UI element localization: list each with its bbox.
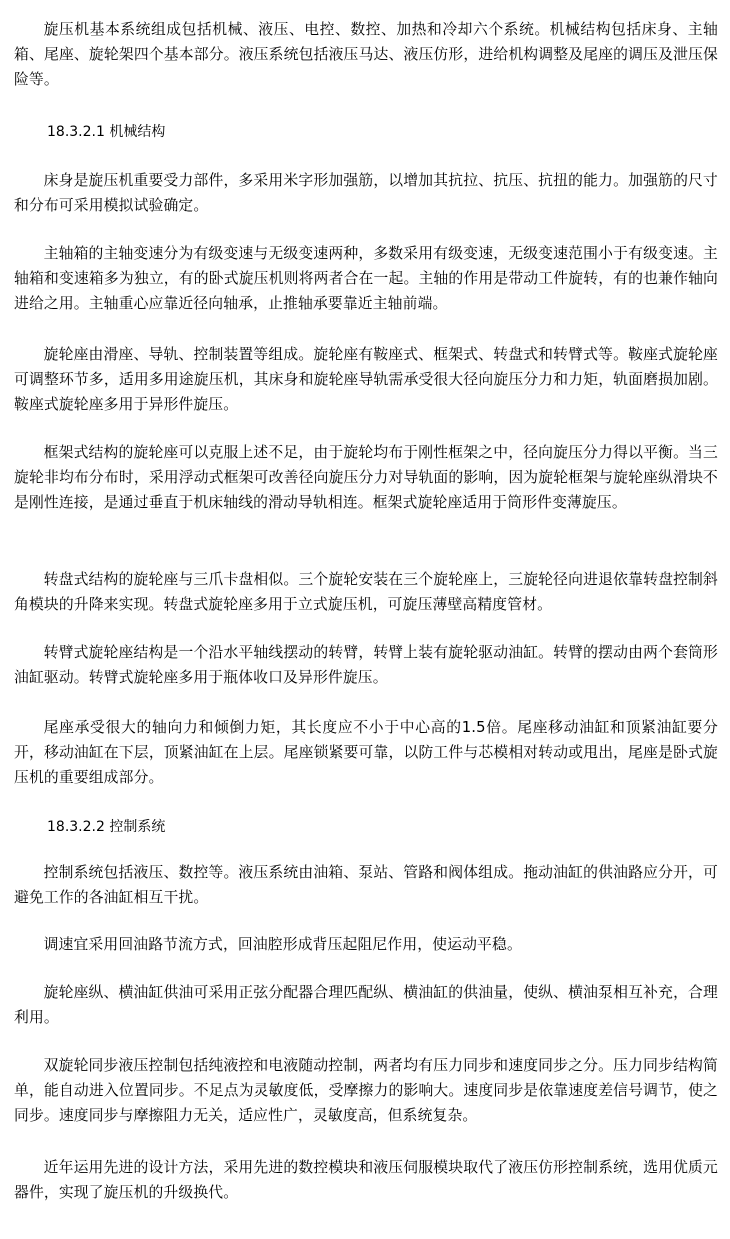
paragraph-speed-control: 调速宜采用回油路节流方式，回油腔形成背压起阻尼作用，使运动平稳。 bbox=[43, 936, 522, 953]
paragraph-dual-roller-sync: 双旋轮同步液压控制包括纯液控和电液随动控制，两者均有压力同步和速度同步之分。压力同步结构简单，能自动进入位置同步。不足点为灵敏度低，受摩擦力的影响大。速度同步是依靠速度差信号调节，使之同步。速度同步与摩擦阻力无关，适应性广，灵敏度高，但系统复杂。 bbox=[14, 1057, 718, 1124]
paragraph-recent-upgrades: 近年运用先进的设计方法，采用先进的数控模块和液压伺服模块取代了液压仿形控制系统，选用优质元器件，实现了旋压机的升级换代。 bbox=[14, 1159, 718, 1201]
paragraph-turntable-type: 转盘式结构的旋轮座与三爪卡盘相似。三个旋轮安装在三个旋轮座上，三旋轮径向进退依靠转盘控制斜角模块的升降来实现。转盘式旋轮座多用于立式旋压机，可旋压薄壁高精度管材。 bbox=[14, 571, 718, 613]
paragraph-frame-type: 框架式结构的旋轮座可以克服上述不足，由于旋轮均布于刚性框架之中，径向旋压分力得以平衡。当三旋轮非均布分布时，采用浮动式框架可改善径向旋压分力对导轨面的影响，因为旋轮框架与旋轮座纵滑块不是刚性连接，是通过垂直于机床轴线的滑动导轨相连。框架式旋轮座适用于筒形件变薄旋压。 bbox=[14, 444, 718, 511]
section-heading-mechanical-structure: 18.3.2.1 机械结构 bbox=[47, 124, 166, 140]
paragraph-control-overview: 控制系统包括液压、数控等。液压系统由油箱、泵站、管路和阀体组成。拖动油缸的供油路应分开，可避免工作的各油缸相互干扰。 bbox=[14, 864, 718, 906]
paragraph-spindle-box: 主轴箱的主轴变速分为有级变速与无级变速两种，多数采用有级变速，无级变速范围小于有级变速。主轴箱和变速箱多为独立，有的卧式旋压机则将两者合在一起。主轴的作用是带动工件旋转，有的也兼作轴向进给之用。主轴重心应靠近径向轴承，止推轴承要靠近主轴前端。 bbox=[14, 245, 718, 312]
paragraph-system-overview: 旋压机基本系统组成包括机械、液压、电控、数控、加热和冷却六个系统。机械结构包括床身、主轴箱、尾座、旋轮架四个基本部分。液压系统包括液压马达、液压仿形，进给机构调整及尾座的调压及泄压保险等。 bbox=[14, 21, 718, 88]
paragraph-roller-seat: 旋轮座由滑座、导轨、控制装置等组成。旋轮座有鞍座式、框架式、转盘式和转臂式等。鞍座式旋轮座可调整环节多，适用多用途旋压机，其床身和旋轮座导轨需承受很大径向旋压分力和力矩，轨面磨损加剧。鞍座式旋轮座多用于异形件旋压。 bbox=[14, 346, 718, 413]
paragraph-bed: 床身是旋压机重要受力部件，多采用米字形加强筋，以增加其抗拉、抗压、抗扭的能力。加强筋的尺寸和分布可采用模拟试验确定。 bbox=[14, 172, 718, 214]
paragraph-oil-supply: 旋轮座纵、横油缸供油可采用正弦分配器合理匹配纵、横油缸的供油量，使纵、横油泵相互补充，合理利用。 bbox=[14, 984, 718, 1026]
paragraph-swing-arm-type: 转臂式旋轮座结构是一个沿水平轴线摆动的转臂，转臂上装有旋轮驱动油缸。转臂的摆动由两个套筒形油缸驱动。转臂式旋轮座多用于瓶体收口及异形件旋压。 bbox=[14, 644, 718, 686]
section-heading-control-system: 18.3.2.2 控制系统 bbox=[47, 819, 166, 835]
paragraph-tailstock: 尾座承受很大的轴向力和倾倒力矩，其长度应不小于中心高的1.5倍。尾座移动油缸和顶紧油缸要分开，移动油缸在下层，顶紧油缸在上层。尾座锁紧要可靠，以防工件与芯模相对转动或甩出，尾座是卧式旋压机的重要组成部分。 bbox=[14, 719, 718, 786]
